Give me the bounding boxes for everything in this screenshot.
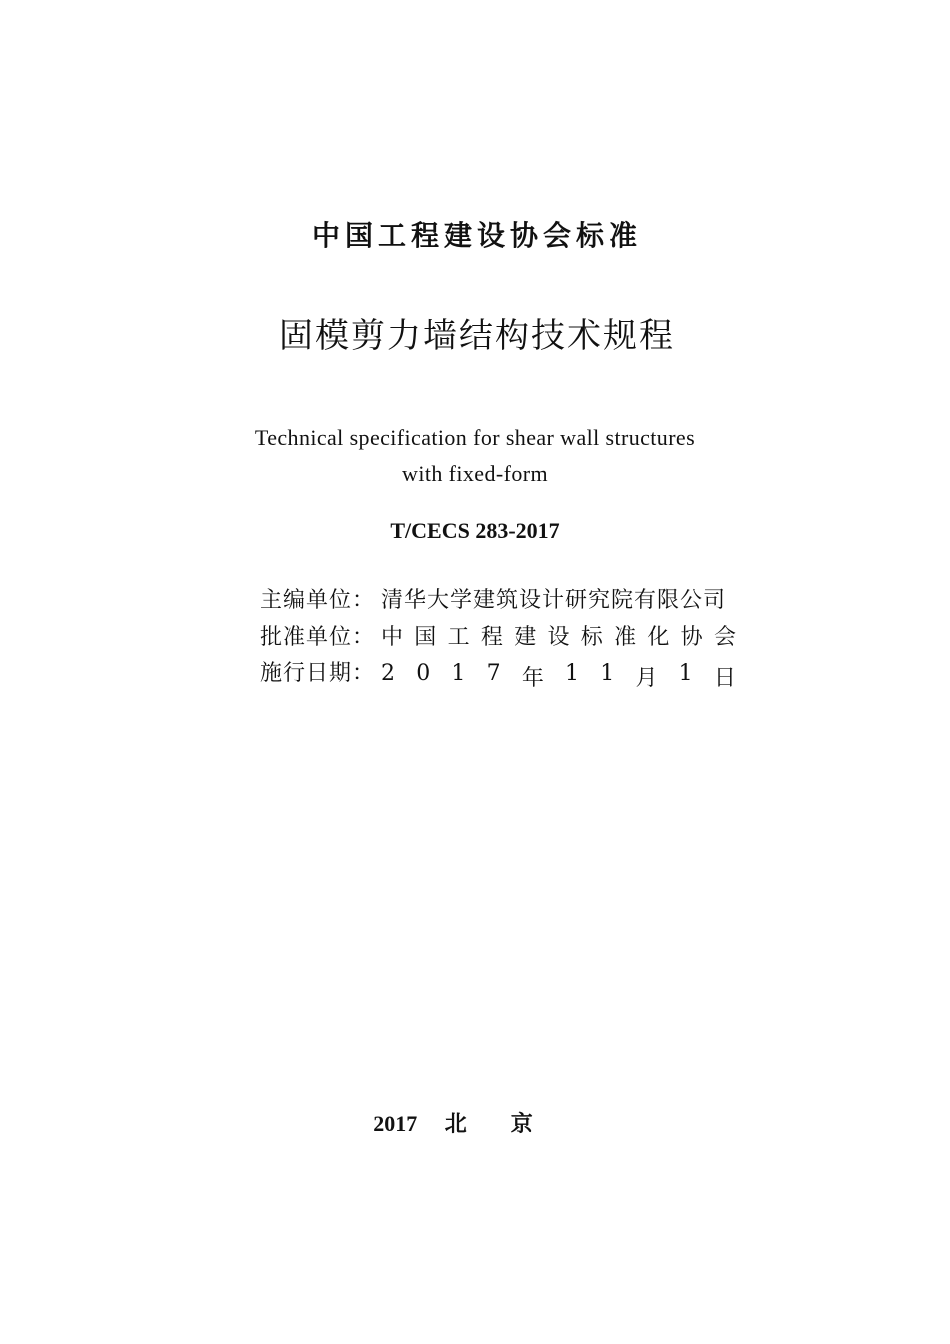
effective-date-char: 1 — [565, 661, 580, 686]
effective-date-char: 1 — [678, 661, 693, 686]
approval-value — [381, 620, 736, 651]
publication-year: 2017 — [373, 1111, 418, 1136]
english-title-line-1: Technical specification for shear wall structures — [254, 425, 696, 450]
approval-label: 批准单位： — [260, 625, 376, 650]
effective-date-char: 0 — [416, 661, 431, 686]
approval-char: 标 — [580, 625, 603, 650]
approval-char: 工 — [447, 625, 470, 650]
publication-footer — [0, 1107, 950, 1138]
approval-char: 会 — [713, 625, 736, 650]
publication-city: 北京 — [444, 1111, 577, 1137]
effective-date-char: 年 — [521, 666, 544, 691]
effective-date-char: 1 — [451, 661, 466, 686]
approval-char: 建 — [514, 625, 537, 650]
effective-date-char: 1 — [600, 661, 615, 686]
approval-char: 国 — [414, 625, 437, 650]
approval-row — [260, 620, 736, 651]
approval-char: 设 — [547, 625, 570, 650]
approval-char: 程 — [480, 625, 503, 650]
approval-char: 协 — [680, 625, 703, 650]
organization-title: 中国工程建设协会标准 — [311, 219, 642, 252]
standard-code: T/CECS 283-2017 — [390, 518, 560, 543]
effective-date-label: 施行日期： — [260, 661, 376, 686]
chinese-title: 固模剪力墙结构技术规程 — [279, 316, 675, 356]
effective-date-char: 2 — [381, 661, 395, 686]
effective-date-row — [260, 656, 736, 692]
effective-date-value — [381, 661, 736, 692]
approval-char: 化 — [647, 625, 670, 650]
chief-editor-value: 清华大学建筑设计研究院有限公司 — [381, 588, 727, 613]
effective-date-char: 月 — [635, 666, 658, 691]
chief-editor-label: 主编单位： — [260, 588, 376, 613]
approval-char: 中 — [381, 625, 404, 650]
effective-date-char: 日 — [713, 666, 736, 691]
chief-editor-row — [260, 583, 726, 614]
english-title-line-2: with fixed-form — [402, 461, 548, 486]
approval-char: 准 — [614, 625, 637, 650]
effective-date-char: 7 — [486, 661, 501, 686]
english-title — [0, 420, 950, 492]
